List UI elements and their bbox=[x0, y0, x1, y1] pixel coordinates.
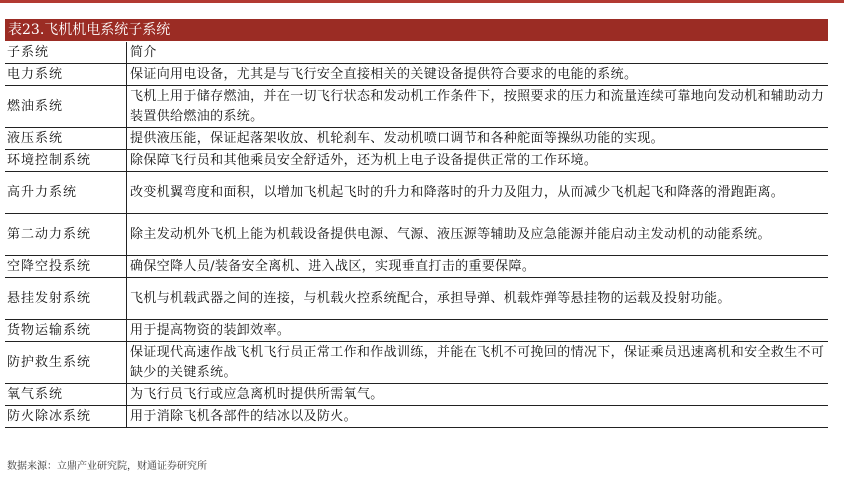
table-row bbox=[5, 256, 828, 278]
data-source-note: 数据来源：立鼎产业研究院，财通证券研究所 bbox=[7, 461, 207, 472]
subsystem-description: 用于提高物资的装卸效率。 bbox=[127, 320, 829, 342]
subsystem-description: 飞机上用于储存燃油，并在一切飞行状态和发动机工作条件下，按照要求的压力和流量连续可靠地向发动机和辅助动力装置供给燃油的系统。 bbox=[127, 86, 829, 128]
subsystem-description: 改变机翼弯度和面积，以增加飞机起飞时的升力和降落时的升力及阻力，从而减少飞机起飞和降落的滑跑距离。 bbox=[127, 172, 829, 214]
header-description: 简介 bbox=[127, 42, 829, 64]
table-row bbox=[5, 384, 828, 406]
table-row bbox=[5, 64, 828, 86]
subsystem-description: 除主发动机外飞机上能为机载设备提供电源、气源、液压源等辅助及应急能源并能启动主发动机的动能系统。 bbox=[127, 214, 829, 256]
table-row bbox=[5, 278, 828, 320]
table-row bbox=[5, 214, 828, 256]
subsystem-name: 货物运输系统 bbox=[5, 320, 127, 342]
table-row bbox=[5, 406, 828, 428]
subsystem-description: 保证现代高速作战飞机飞行员正常工作和作战训练，并能在飞机不可挽回的情况下，保证乘员迅速离机和安全救生不可缺少的关键系统。 bbox=[127, 342, 829, 384]
table-row bbox=[5, 86, 828, 128]
table-row bbox=[5, 150, 828, 172]
table-row bbox=[5, 172, 828, 214]
subsystem-name: 液压系统 bbox=[5, 128, 127, 150]
subsystem-name: 氧气系统 bbox=[5, 384, 127, 406]
table-row bbox=[5, 128, 828, 150]
subsystem-description: 除保障飞行员和其他乘员安全舒适外，还为机上电子设备提供正常的工作环境。 bbox=[127, 150, 829, 172]
subsystem-description: 用于消除飞机各部件的结冰以及防火。 bbox=[127, 406, 829, 428]
subsystem-name: 第二动力系统 bbox=[5, 214, 127, 256]
subsystem-description: 飞机与机载武器之间的连接，与机载火控系统配合，承担导弹、机载炸弹等悬挂物的运载及投射功能。 bbox=[127, 278, 829, 320]
subsystem-table bbox=[5, 42, 828, 428]
subsystem-name: 高升力系统 bbox=[5, 172, 127, 214]
table-title: 表23.飞机机电系统子系统 bbox=[5, 19, 828, 41]
subsystem-name: 悬挂发射系统 bbox=[5, 278, 127, 320]
top-accent-rule bbox=[0, 0, 844, 3]
subsystem-description: 确保空降人员/装备安全离机、进入战区，实现垂直打击的重要保障。 bbox=[127, 256, 829, 278]
subsystem-name: 防火除冰系统 bbox=[5, 406, 127, 428]
header-subsystem: 子系统 bbox=[5, 42, 127, 64]
subsystem-name: 防护救生系统 bbox=[5, 342, 127, 384]
table-row bbox=[5, 342, 828, 384]
subsystem-name: 电力系统 bbox=[5, 64, 127, 86]
subsystem-name: 环境控制系统 bbox=[5, 150, 127, 172]
subsystem-description: 为飞行员飞行或应急离机时提供所需氧气。 bbox=[127, 384, 829, 406]
subsystem-name: 空降空投系统 bbox=[5, 256, 127, 278]
subsystem-description: 提供液压能，保证起落架收放、机轮刹车、发动机喷口调节和各种舵面等操纵功能的实现。 bbox=[127, 128, 829, 150]
subsystem-name: 燃油系统 bbox=[5, 86, 127, 128]
table-header-row bbox=[5, 42, 828, 64]
table-row bbox=[5, 320, 828, 342]
subsystem-description: 保证向用电设备，尤其是与飞行安全直接相关的关键设备提供符合要求的电能的系统。 bbox=[127, 64, 829, 86]
